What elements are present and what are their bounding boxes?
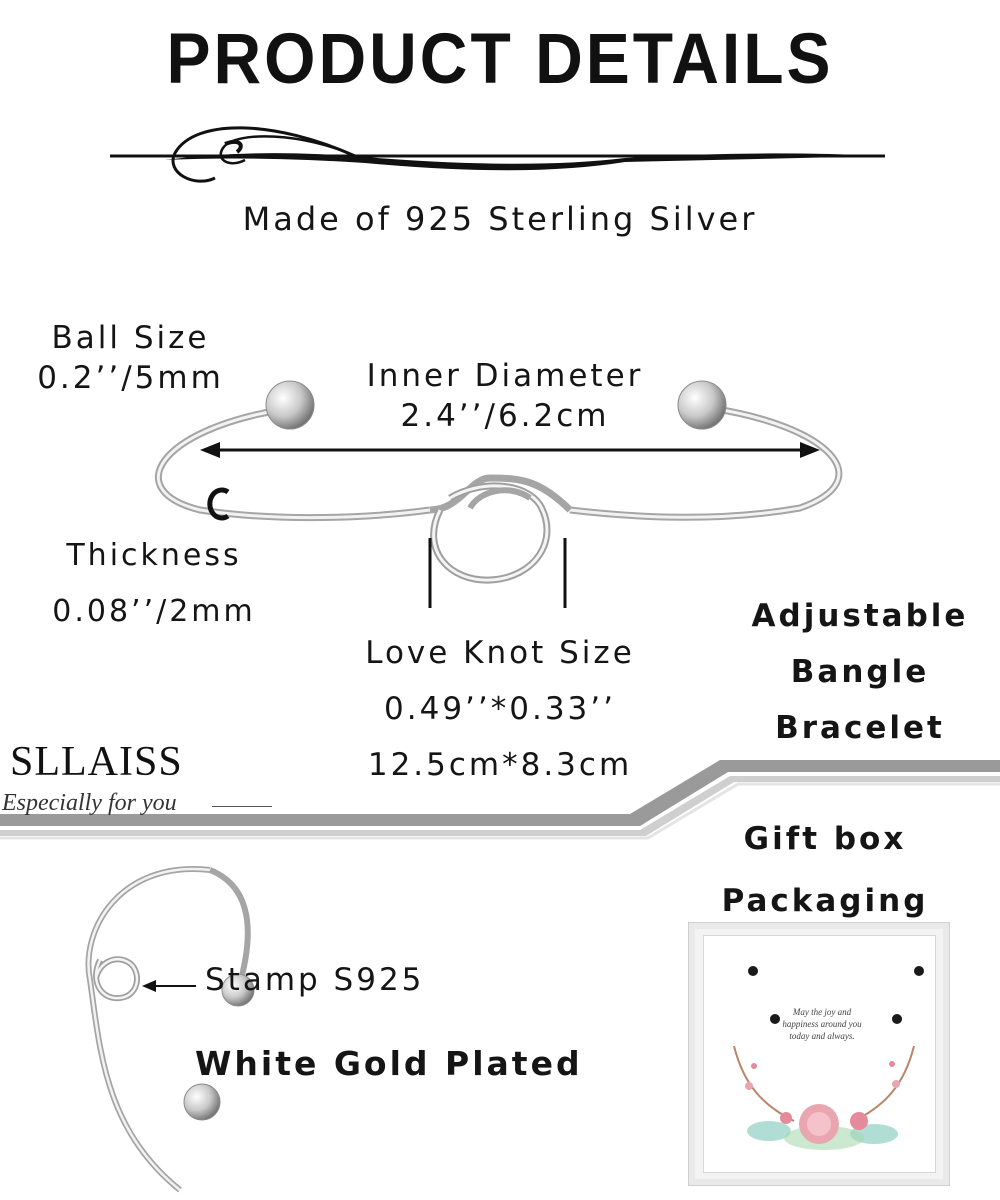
brand-tagline: Especially for you	[2, 790, 177, 816]
ball-size-value: 0.2’’/5mm	[37, 360, 224, 396]
inner-diameter-title: Inner Diameter	[366, 358, 644, 394]
plating-label: White Gold Plated	[195, 1044, 583, 1083]
page-title: PRODUCT DETAILS	[166, 18, 834, 98]
earring-hole	[914, 966, 924, 976]
adjustable-line-3: Bracelet	[775, 710, 945, 746]
earring-hole	[748, 966, 758, 976]
earring-hole	[892, 1014, 902, 1024]
gift-box-image	[688, 922, 950, 1186]
thickness-value: 0.08’’/2mm	[52, 594, 256, 629]
thickness-title: Thickness	[66, 538, 242, 573]
gift-label-line-2: Packaging	[721, 883, 929, 919]
flourish-divider	[105, 108, 895, 188]
love-knot-inches: 0.49’’*0.33’’	[384, 691, 616, 727]
card-text-line-2: happiness around you	[782, 1019, 862, 1029]
card-text-line-1: May the joy and	[792, 1007, 852, 1017]
brand-logo: SLLAISS	[10, 739, 183, 785]
gift-label-line-1: Gift box	[743, 821, 907, 857]
stamp-label: Stamp S925	[205, 962, 425, 998]
love-knot-title: Love Knot Size	[365, 635, 635, 671]
love-knot-cm: 12.5cm*8.3cm	[367, 747, 633, 783]
card-text-line-3: today and always.	[789, 1031, 855, 1041]
gift-card	[703, 935, 936, 1173]
tagline-rule	[212, 806, 272, 807]
ball-size-title: Ball Size	[51, 320, 210, 356]
adjustable-label	[735, 588, 985, 756]
floral-illustration	[724, 1026, 924, 1156]
adjustable-line-2: Bangle	[790, 654, 930, 690]
thickness-label	[20, 528, 288, 640]
gift-box-label	[700, 808, 950, 932]
material-subtitle: Made of 925 Sterling Silver	[242, 200, 758, 238]
bracelet-side-image	[60, 850, 280, 1200]
adjustable-line-1: Adjustable	[751, 598, 969, 634]
inner-diameter-value: 2.4’’/6.2cm	[400, 398, 610, 434]
